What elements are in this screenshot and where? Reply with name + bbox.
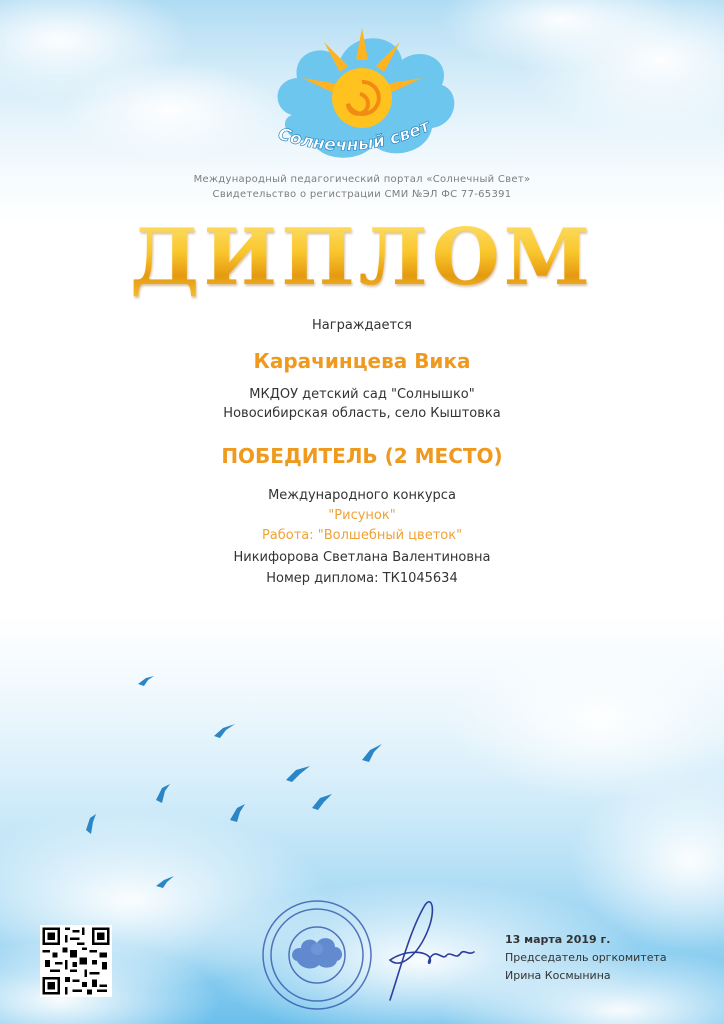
registration-info: Свидетельство о регистрации СМИ №ЭЛ ФС 77-65391 — [212, 189, 512, 200]
work-title: Работа: "Волшебный цветок" — [261, 528, 463, 543]
chair-title: Председатель оргкомитета — [505, 951, 667, 964]
supervisor-name: Никифорова Светлана Валентиновна — [233, 550, 491, 565]
contest-label: Международного конкурса — [268, 488, 456, 503]
awarded-label: Награждается — [312, 318, 412, 333]
location: Новосибирская область, село Кыштовка — [223, 406, 501, 421]
recipient-name: Карачинцева Вика — [253, 349, 471, 373]
chair-name: Ирина Космынина — [505, 969, 611, 982]
qr-code-icon — [40, 925, 112, 997]
portal-name: Международный педагогический портал «Солнечный Свет» — [193, 174, 531, 185]
organization: МКДОУ детский сад "Солнышко" — [249, 387, 475, 402]
result-title: ПОБЕДИТЕЛЬ (2 МЕСТО) — [221, 444, 503, 468]
signature — [370, 890, 480, 1010]
diploma-number: Номер диплома: ТК1045634 — [266, 571, 458, 586]
logo-text-art — [262, 20, 462, 180]
official-stamp-icon — [255, 895, 385, 1015]
contest-name: "Рисунок" — [328, 508, 396, 523]
page-title: ДИПЛОМ — [0, 212, 724, 303]
svg-text:Солнечный свет: Солнечный свет — [275, 116, 434, 156]
issue-date: 13 марта 2019 г. — [505, 933, 611, 946]
